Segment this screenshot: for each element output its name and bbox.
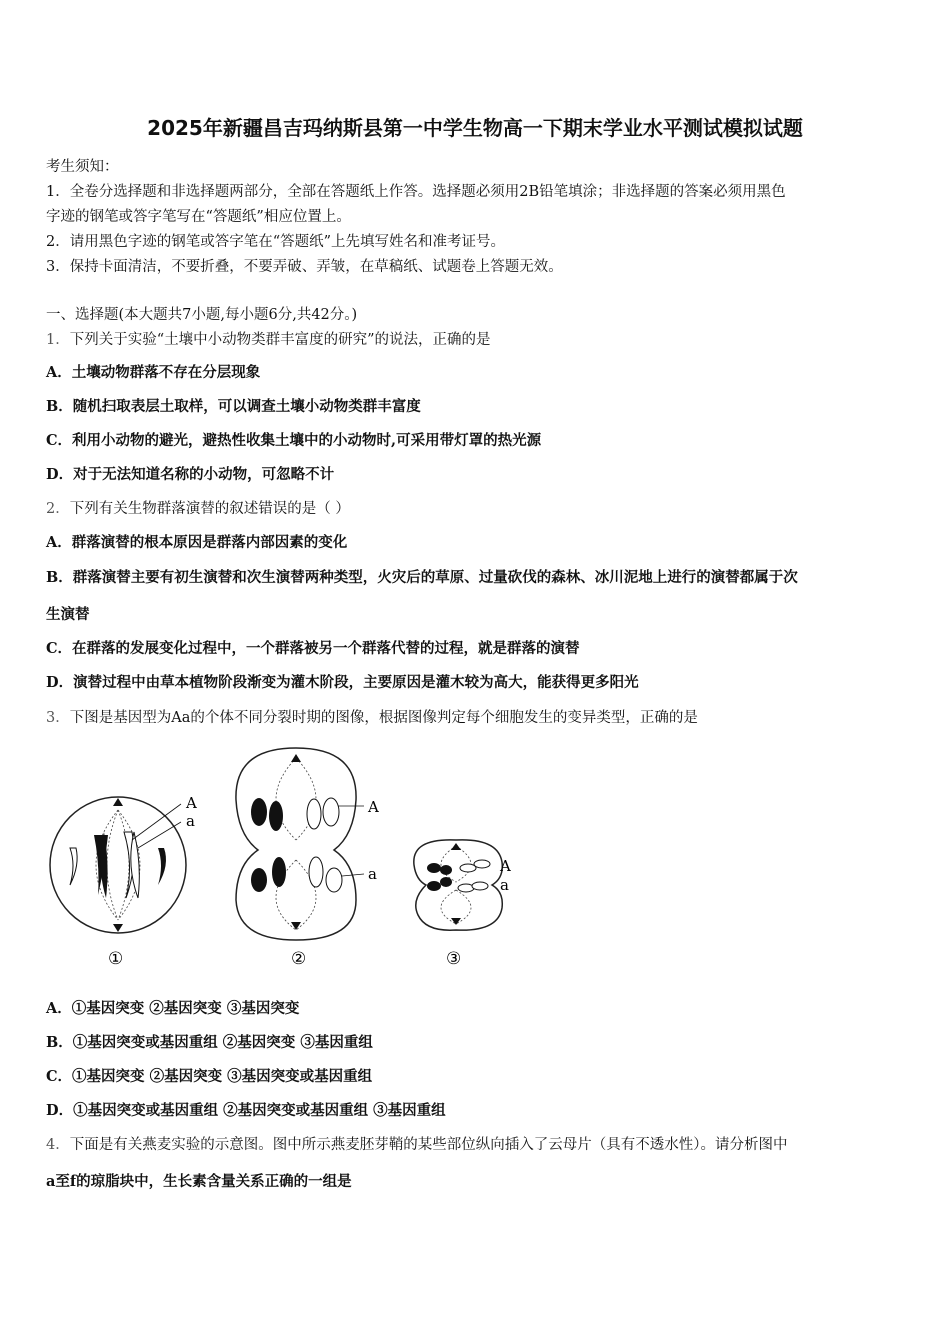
question-stem: 下列关于实验“土壤中小动物类群丰富度的研究”的说法，正确的是	[69, 332, 491, 348]
question-4	[46, 1133, 787, 1154]
section-heading: 一、选择题(本大题共7小题,每小题6分,共42分。)	[46, 307, 358, 323]
option-a: A．土壤动物群落不存在分层现象	[46, 364, 261, 381]
notice-heading: 考生须知：	[46, 159, 119, 175]
question-number: 2．	[46, 501, 70, 517]
option-b-continued: 生演替	[46, 606, 90, 623]
option-c: C．在群落的发展变化过程中，一个群落被另一个群落代替的过程，就是群落的演替	[46, 640, 580, 657]
label-a-upper: A	[500, 857, 511, 875]
label-a-lower: a	[368, 865, 377, 883]
question-number: 3．	[46, 710, 70, 726]
option-b: B．群落演替主要有初生演替和次生演替两种类型，火灾后的草原、过量砍伐的森林、冰川泥地上进行的演替都属于次	[46, 569, 798, 586]
question-stem: 下面是有关燕麦实验的示意图。图中所示燕麦胚芽鞘的某些部位纵向插入了云母片（具有不透水性）。请分析图中	[69, 1137, 788, 1153]
cell-label-2: ②	[291, 949, 307, 969]
notice-item: 2．请用黑色字迹的钢笔或答字笔在“答题纸”上先填写姓名和准考证号。	[46, 234, 506, 250]
label-a-lower: a	[500, 876, 509, 894]
cell-division-figure	[46, 740, 526, 970]
cell-label-3: ③	[446, 949, 462, 969]
cell-label-1: ①	[108, 949, 124, 969]
question-2	[46, 497, 350, 518]
question-3	[46, 706, 698, 727]
cell-2	[236, 748, 379, 969]
option-b: B．随机扫取表层土取样，可以调查土壤小动物类群丰富度	[46, 398, 421, 415]
label-a-upper: A	[186, 794, 197, 812]
question-stem: 下列有关生物群落演替的叙述错误的是（ ）	[69, 501, 350, 517]
question-1	[46, 328, 491, 349]
question-stem-continued: a至f的琼脂块中，生长素含量关系正确的一组是	[46, 1173, 352, 1190]
notice-item: 字迹的钢笔或答字笔写在“答题纸”相应位置上。	[46, 209, 351, 225]
option-a: A．①基因突变 ②基因突变 ③基因突变	[46, 1000, 300, 1017]
cell-3	[414, 840, 511, 969]
cell-division-diagram	[46, 740, 526, 970]
question-stem: 下图是基因型为Aa的个体不同分裂时期的图像，根据图像判定每个细胞发生的变异类型，正确的是	[69, 710, 698, 726]
page-title: 2025年新疆昌吉玛纳斯县第一中学生物高一下期末学业水平测试模拟试题	[147, 116, 803, 140]
option-a: A．群落演替的根本原因是群落内部因素的变化	[46, 534, 348, 551]
option-c: C．利用小动物的避光，避热性收集土壤中的小动物时,可采用带灯罩的热光源	[46, 432, 542, 449]
option-b: B．①基因突变或基因重组 ②基因突变 ③基因重组	[46, 1034, 373, 1051]
question-number: 4．	[46, 1137, 70, 1153]
label-a-lower: a	[186, 812, 195, 830]
notice-item: 1．全卷分选择题和非选择题两部分，全部在答题纸上作答。选择题必须用2B铅笔填涂；非选择题的答案必须用黑色	[46, 184, 786, 200]
label-a-upper: A	[368, 798, 379, 816]
option-d: D．演替过程中由草本植物阶段渐变为灌木阶段，主要原因是灌木较为高大，能获得更多阳光	[46, 674, 639, 691]
option-d: D．①基因突变或基因重组 ②基因突变或基因重组 ③基因重组	[46, 1102, 446, 1119]
option-c: C．①基因突变 ②基因突变 ③基因突变或基因重组	[46, 1068, 373, 1085]
option-d: D．对于无法知道名称的小动物，可忽略不计	[46, 466, 335, 483]
cell-1	[50, 794, 197, 969]
question-number: 1．	[46, 332, 70, 348]
notice-item: 3．保持卡面清洁，不要折叠，不要弄破、弄皱，在草稿纸、试题卷上答题无效。	[46, 259, 563, 275]
